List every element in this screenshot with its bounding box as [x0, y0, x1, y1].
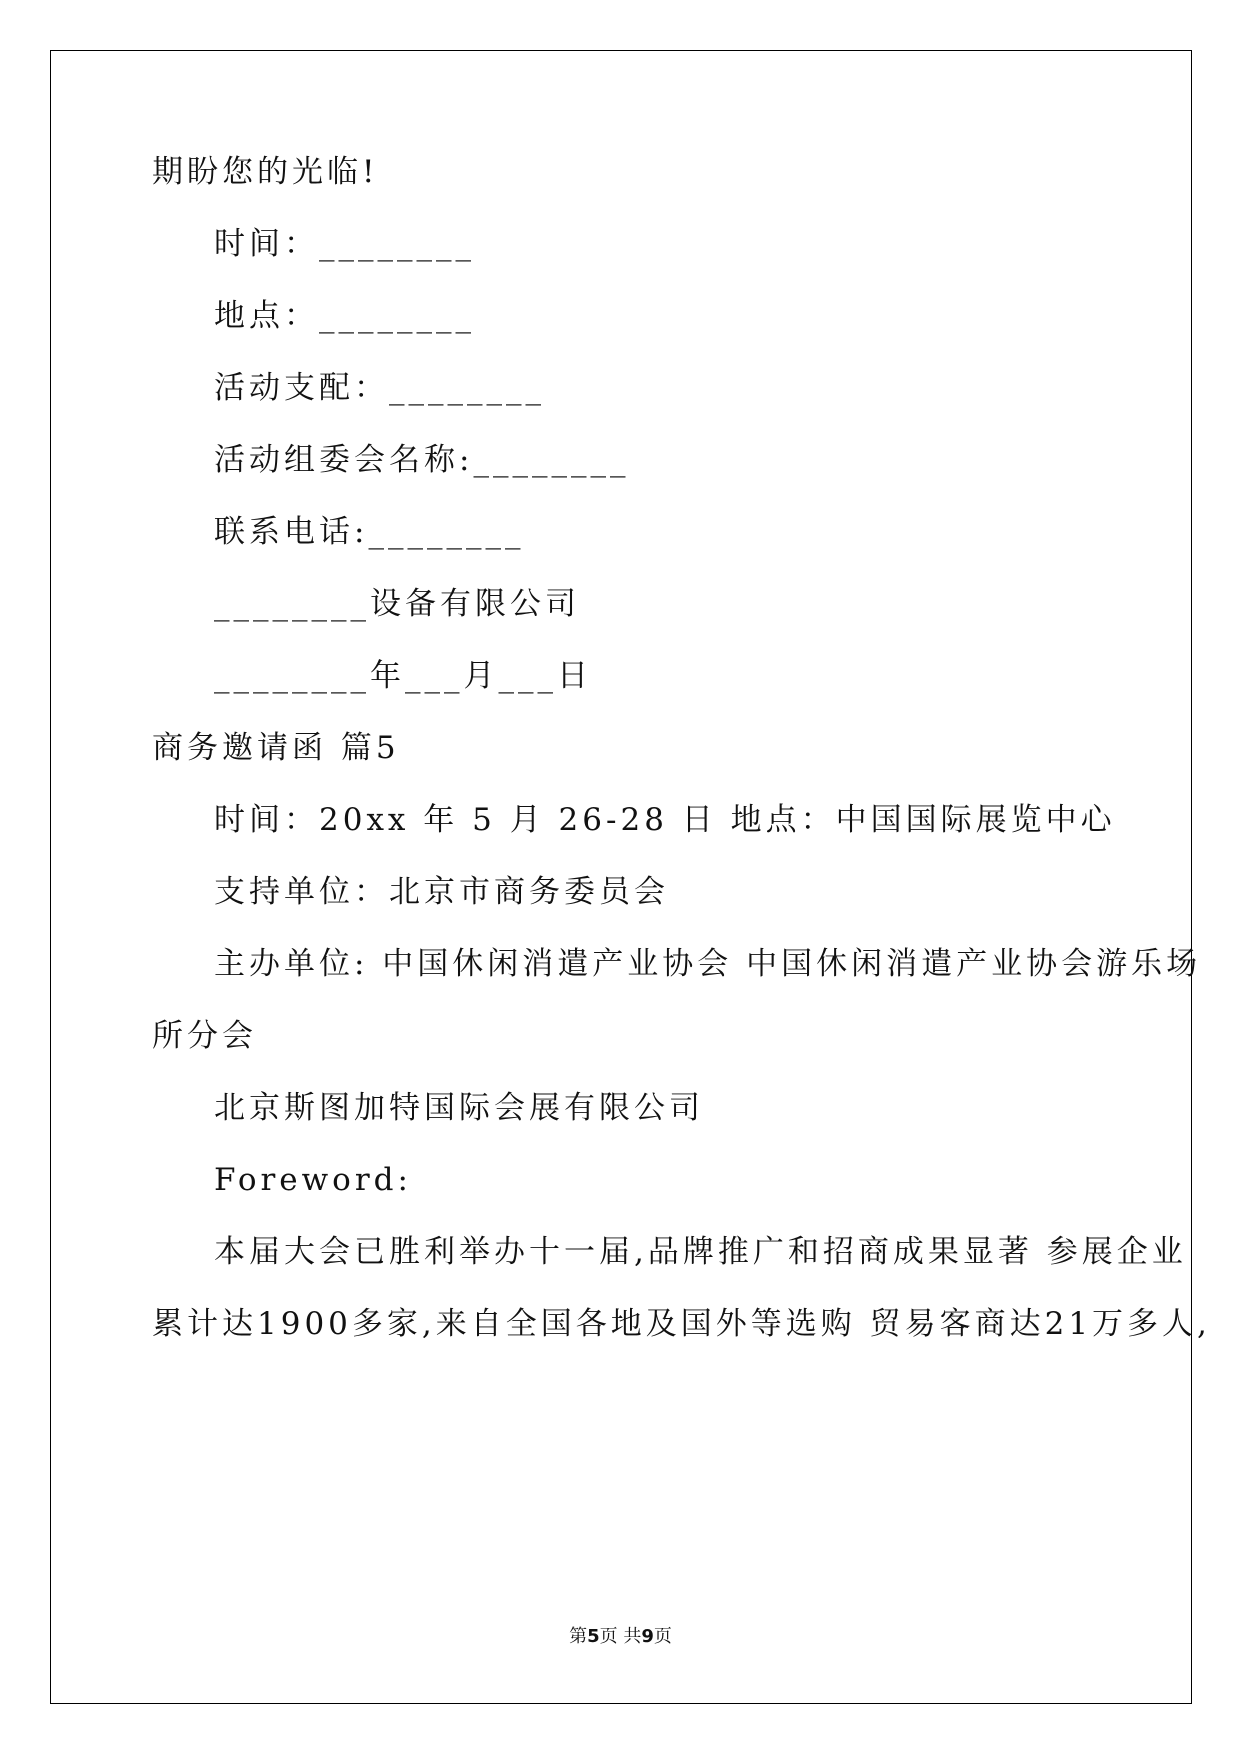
date-signature-line: ________年___月___日: [214, 658, 592, 694]
footer-mid: 页 共: [599, 1626, 642, 1647]
supporter-line: 支持单位：北京市商务委员会: [214, 874, 669, 910]
footer-prefix: 第: [569, 1626, 588, 1647]
foreword-paragraph-line-2: 累计达1900多家,来自全国各地及国外等选购 贸易客商达21万多人,: [152, 1306, 1211, 1342]
co-organizer-line: 北京斯图加特国际会展有限公司: [214, 1090, 704, 1126]
footer-suffix: 页: [653, 1626, 672, 1647]
closing-line: 期盼您的光临!: [152, 154, 379, 190]
phone-field-line: 联系电话:________: [214, 514, 525, 550]
event-time-location-line: 时间：20xx 年 5 月 26-28 日 地点：中国国际展览中心: [214, 802, 1116, 838]
footer-total-pages: 9: [641, 1626, 654, 1647]
company-signature-line: ________设备有限公司: [214, 586, 580, 622]
footer-current-page: 5: [587, 1626, 600, 1647]
time-field-line: 时间：________: [214, 226, 475, 262]
section-heading: 商务邀请函 篇5: [152, 730, 400, 766]
foreword-paragraph-line-1: 本届大会已胜利举办十一届,品牌推广和招商成果显著 参展企业: [214, 1234, 1187, 1270]
location-field-line: 地点：________: [214, 298, 475, 334]
organizer-line-continued: 所分会: [152, 1018, 257, 1054]
foreword-heading: Foreword:: [214, 1162, 412, 1198]
page-footer: [0, 1622, 1241, 1648]
organizer-line: 主办单位: 中国休闲消遣产业协会 中国休闲消遣产业协会游乐场: [214, 946, 1202, 982]
schedule-field-line: 活动支配：________: [214, 370, 545, 406]
committee-field-line: 活动组委会名称:________: [214, 442, 630, 478]
